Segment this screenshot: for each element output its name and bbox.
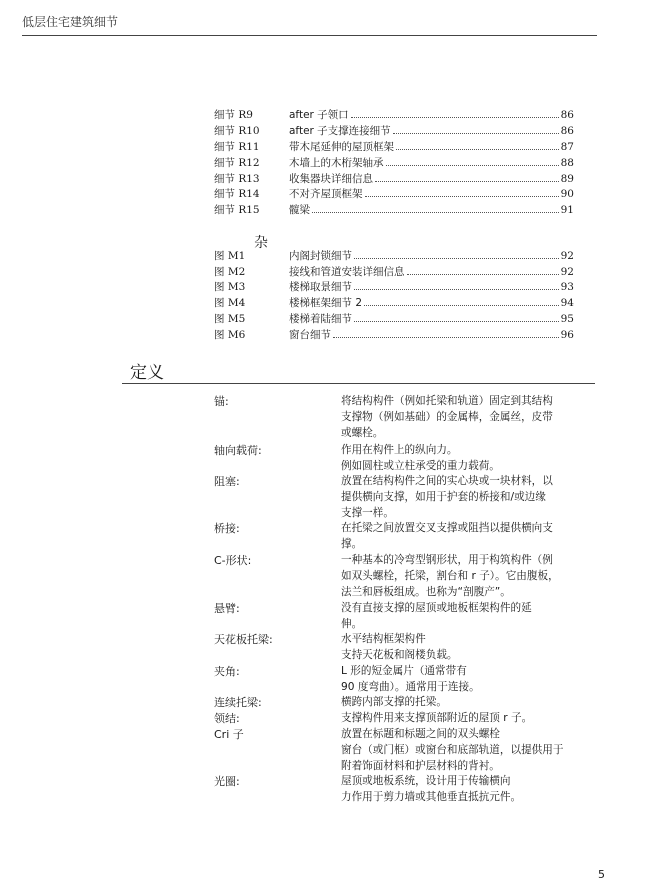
definition-line: L 形的短金属片（通常带有 (341, 665, 467, 677)
toc-entry-title: 窗台细节 (289, 329, 331, 341)
toc-entry[interactable] (214, 279, 574, 294)
definition-term: 阻塞: (214, 475, 240, 488)
section-rule (122, 383, 595, 384)
toc-entry-page: 92 (560, 250, 574, 262)
toc-entry-title: 收集器块详细信息 (289, 173, 373, 185)
definition-line: 支持天花板和阁楼负载。 (341, 648, 458, 661)
toc-entry-label: 图 M6 (214, 329, 246, 341)
definition-text (341, 443, 603, 475)
definition-text (341, 695, 603, 711)
definition-line: 窗台（或门框）或窗台和底部轨道，以提供用于 (341, 743, 564, 756)
toc-entry-label: 细节 R12 (214, 157, 260, 169)
toc-entry-page: 92 (560, 266, 574, 278)
toc-entry-title: 木墙上的木桁架轴承 (289, 157, 384, 169)
toc-entry-label: 细节 R9 (214, 109, 253, 121)
toc-leader-dots (393, 123, 559, 134)
definition-text (341, 632, 603, 664)
definition-line: 如双头螺栓，托梁，割台和 r 子）。它由腹板， (341, 569, 559, 582)
definition-line: 支撑物（例如基础）的金属棒，金属丝，皮带 (341, 410, 553, 423)
definition-line: 支撑构件用来支撑顶部附近的屋顶 r 子。 (341, 712, 533, 724)
toc-entry-page: 87 (560, 141, 574, 153)
definition-line: 提供横向支撑，如用于护套的桥接和/或边缘 (341, 490, 546, 503)
toc-entry-page: 91 (560, 204, 574, 216)
definition-line: 没有直接支撑的屋顶或地板框架构件的延 (341, 602, 532, 614)
toc-leader-dots (351, 107, 559, 118)
toc-entry[interactable] (214, 248, 574, 263)
definition-line: 横跨内部支撑的托梁。 (341, 696, 447, 708)
definition-line: 将结构构件（例如托梁和轨道）固定到其结构 (341, 395, 553, 407)
definition-term: 轴向载荷: (214, 444, 262, 457)
toc-leader-dots (354, 279, 559, 290)
toc-entry-label: 图 M5 (214, 313, 246, 325)
definition-term: 夹角: (214, 665, 240, 678)
toc-entry-title: after 子领口 (289, 109, 349, 121)
toc-leader-dots (375, 171, 559, 182)
toc-entry[interactable] (214, 311, 574, 326)
definition-line: 法兰和唇板组成。也称为“剖腹产”。 (341, 585, 511, 598)
toc-entry-title: 带木尾延伸的屋顶框架 (289, 141, 394, 153)
toc-entry-title: 内阁封锁细节 (289, 250, 352, 262)
misc-heading: 杂 (254, 235, 268, 251)
definition-term: 光圈: (214, 775, 240, 788)
definition-line: 在托梁之间放置交叉支撑或阻挡以提供横向支 (341, 522, 553, 534)
header-rule (22, 35, 597, 36)
toc-leader-dots (354, 248, 559, 259)
toc-entry[interactable] (214, 123, 574, 138)
toc-entry-label: 图 M2 (214, 266, 246, 278)
toc-entry-title: 楼梯框架细节 2 (289, 297, 363, 309)
definition-line: 作用在构件上的纵向力。 (341, 444, 458, 456)
toc-entry-title: 楼梯着陆细节 (289, 313, 352, 325)
toc-leader-dots (364, 295, 559, 306)
toc-entry-label: 图 M1 (214, 250, 246, 262)
toc-entry[interactable] (214, 295, 574, 310)
toc-entry-label: 图 M4 (214, 297, 246, 309)
toc-entry-label: 细节 R10 (214, 125, 260, 137)
toc-entry-page: 89 (560, 173, 574, 185)
toc-entry[interactable] (214, 171, 574, 186)
definition-line: 水平结构框架构件 (341, 633, 426, 645)
toc-entry[interactable] (214, 107, 574, 122)
toc-entry-title: 接线和管道安装详细信息 (289, 266, 405, 278)
toc-entry[interactable] (214, 139, 574, 154)
toc-entry-page: 96 (560, 329, 574, 341)
toc-entry-label: 细节 R13 (214, 173, 260, 185)
toc-leader-dots (396, 139, 559, 150)
toc-entry-title: 髋梁 (289, 204, 310, 216)
definition-text (341, 664, 603, 696)
definition-term: 悬臂: (214, 602, 240, 615)
toc-leader-dots (386, 155, 559, 166)
toc-leader-dots (365, 186, 559, 197)
definition-line: 例如圆柱或立柱承受的重力载荷。 (341, 459, 500, 472)
toc-entry[interactable] (214, 202, 574, 217)
definition-text (341, 394, 603, 441)
definition-term: Cri 子 (214, 728, 244, 741)
toc-entry-page: 94 (560, 297, 574, 309)
toc-entry-label: 细节 R14 (214, 188, 260, 200)
definition-line: 撑。 (341, 537, 363, 550)
toc-entry-label: 细节 R15 (214, 204, 260, 216)
definition-line: 或螺栓。 (341, 426, 384, 439)
definition-line: 附着饰面材料和护层材料的背衬。 (341, 759, 500, 772)
toc-entry[interactable] (214, 327, 574, 342)
definition-line: 放置在标题和标题之间的双头螺栓 (341, 728, 500, 740)
toc-entry-page: 95 (560, 313, 574, 325)
definition-term: 连续托梁: (214, 696, 262, 709)
definition-text (341, 474, 603, 521)
definition-term: 天花板托梁: (214, 633, 273, 646)
toc-entry-page: 86 (560, 125, 574, 137)
toc-entry-page: 86 (560, 109, 574, 121)
toc-entry-page: 88 (560, 157, 574, 169)
toc-entry-title: after 子支撑连接细节 (289, 125, 391, 137)
toc-entry[interactable] (214, 264, 574, 279)
definition-text (341, 601, 603, 633)
toc-entry[interactable] (214, 155, 574, 170)
toc-leader-dots (333, 327, 559, 338)
definition-line: 放置在结构构件之间的实心块或一块材料，以 (341, 475, 553, 487)
toc-leader-dots (354, 311, 559, 322)
definition-text (341, 727, 603, 774)
definition-text (341, 521, 603, 553)
toc-entry-label: 图 M3 (214, 281, 246, 293)
toc-entry-page: 90 (560, 188, 574, 200)
toc-entry-label: 细节 R11 (214, 141, 260, 153)
definition-text (341, 711, 603, 727)
definition-line: 90 度弯曲）。通常用于连接。 (341, 680, 480, 693)
definition-text (341, 774, 603, 806)
toc-entry-title: 楼梯取景细节 (289, 281, 352, 293)
section-title: 定义 (130, 363, 164, 383)
definition-text (341, 553, 603, 600)
toc-entry-page: 93 (560, 281, 574, 293)
page-number: 5 (598, 868, 605, 881)
definition-line: 屋顶或地板系统，设计用于传输横向 (341, 775, 511, 787)
definition-term: C-形状: (214, 554, 252, 567)
definition-term: 领结: (214, 712, 240, 725)
definition-line: 一种基本的冷弯型钢形状，用于构筑构件（例 (341, 554, 553, 566)
definition-line: 力作用于剪力墙或其他垂直抵抗元件。 (341, 790, 522, 803)
definition-term: 锚: (214, 395, 229, 408)
running-header: 低层住宅建筑细节 (22, 15, 119, 29)
toc-entry-title: 不对齐屋顶框架 (289, 188, 363, 200)
toc-leader-dots (312, 202, 559, 213)
toc-leader-dots (407, 264, 559, 275)
definition-term: 桥接: (214, 522, 240, 535)
definition-line: 支撑一样。 (341, 506, 394, 519)
definition-line: 伸。 (341, 617, 363, 630)
toc-entry[interactable] (214, 186, 574, 201)
